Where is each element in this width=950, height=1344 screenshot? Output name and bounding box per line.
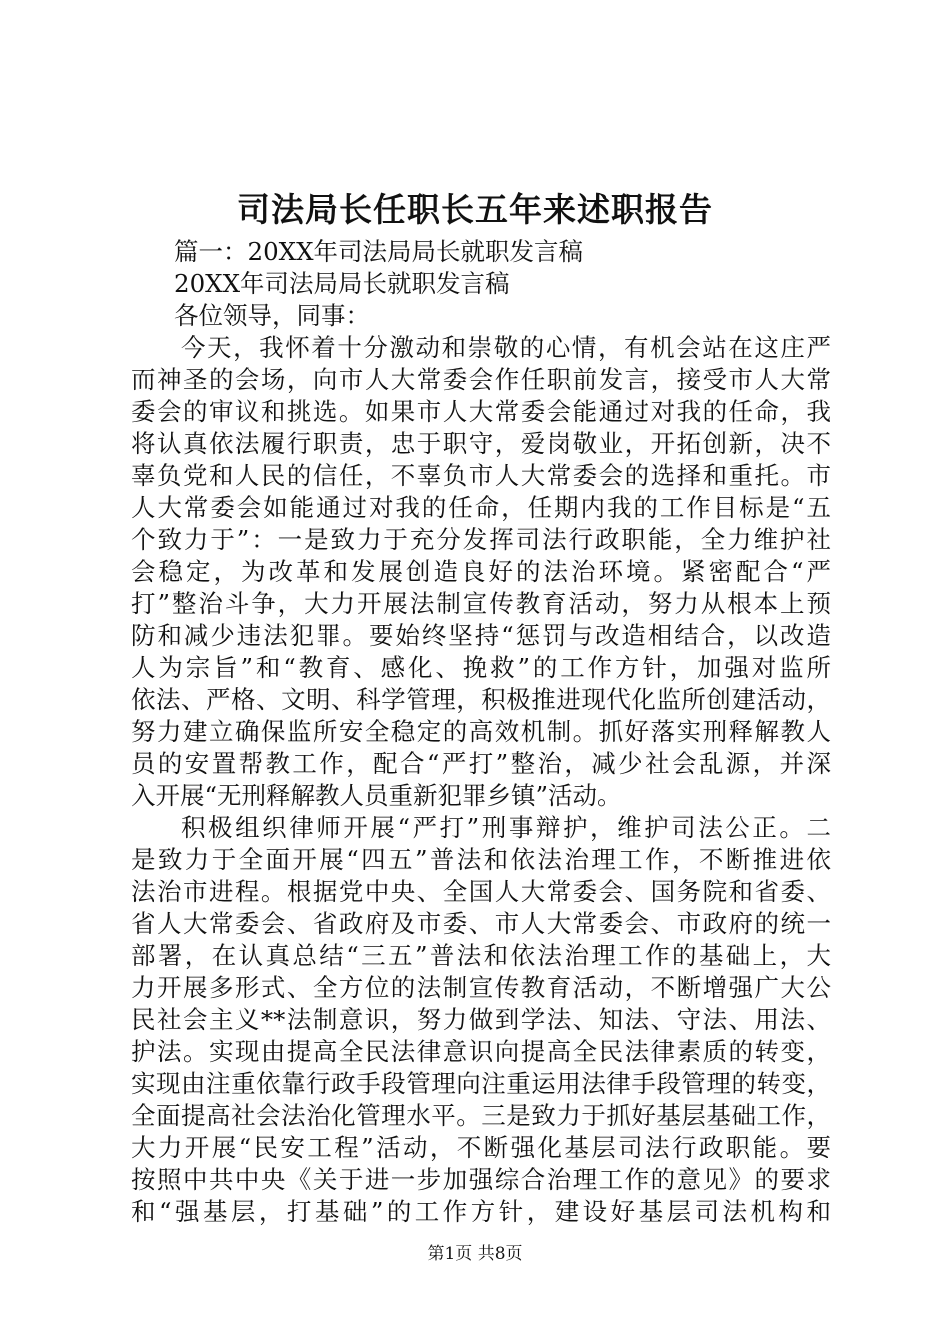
paragraph2-line: 部署，在认真总结“三五”普法和依法治理工作的基础上，大	[131, 941, 831, 970]
paragraph1-line: 防和减少违法犯罪。要始终坚持“惩罚与改造相结合，以改造	[131, 621, 831, 650]
paragraph1-line: 将认真依法履行职责，忠于职守，爱岗敬业，开拓创新，决不	[131, 429, 831, 458]
paragraph2-line: 力开展多形式、全方位的法制宣传教育活动，不断增强广大公	[131, 973, 831, 1002]
paragraph2-line: 是致力于全面开展“四五”普法和依法治理工作，不断推进依	[131, 845, 831, 874]
paragraph1-line: 辜负党和人民的信任，不辜负市人大常委会的选择和重托。市	[131, 461, 831, 490]
paragraph1-line: 委会的审议和挑选。如果市人大常委会能通过对我的任命，我	[131, 397, 831, 426]
paragraph1-line: 会稳定，为改革和发展创造良好的法治环境。紧密配合“严	[131, 557, 831, 586]
greeting-line: 各位领导，同事：	[174, 301, 370, 330]
paragraph1-line: 人为宗旨”和“教育、感化、挽救”的工作方针，加强对监所	[131, 653, 831, 682]
paragraph2-line: 大力开展“民安工程”活动，不断强化基层司法行政职能。要	[131, 1133, 831, 1162]
paragraph1-line: 而神圣的会场，向市人大常委会作任职前发言，接受市人大常	[131, 365, 831, 394]
paragraph2-line: 护法。实现由提高全民法律意识向提高全民法律素质的转变，	[131, 1037, 831, 1066]
paragraph1-line: 依法、严格、文明、科学管理，积极推进现代化监所创建活动，	[131, 685, 831, 714]
paragraph2-line: 全面提高社会法治化管理水平。三是致力于抓好基层基础工作，	[131, 1101, 831, 1130]
paragraph1-line: 入开展“无刑释解教人员重新犯罪乡镇”活动。	[131, 781, 622, 810]
paragraph2-line: 实现由注重依靠行政手段管理向注重运用法律手段管理的转变，	[131, 1069, 831, 1098]
paragraph2-line: 积极组织律师开展“严打”刑事辩护，维护司法公正。二	[181, 813, 831, 842]
document-title: 司法局长任职长五年来述职报告	[237, 190, 713, 229]
paragraph1-line: 人大常委会如能通过对我的任命，任期内我的工作目标是“五	[131, 493, 831, 522]
paragraph1-line: 员的安置帮教工作，配合“严打”整治，减少社会乱源，并深	[131, 749, 831, 778]
paragraph2-line: 省人大常委会、省政府及市委、市人大常委会、市政府的统一	[131, 909, 831, 938]
heading-line-2: 20XX年司法局局长就职发言稿	[174, 269, 510, 298]
heading-line-1: 篇一：20XX年司法局局长就职发言稿	[174, 237, 584, 266]
paragraph2-line: 民社会主义**法制意识，努力做到学法、知法、守法、用法、	[131, 1005, 831, 1034]
paragraph1-line: 今天，我怀着十分激动和崇敬的心情，有机会站在这庄严	[181, 333, 831, 362]
paragraph1-line: 打”整治斗争，大力开展法制宣传教育活动，努力从根本上预	[131, 589, 831, 618]
page-footer: 第1页 共8页	[427, 1244, 523, 1264]
paragraph1-line: 努力建立确保监所安全稳定的高效机制。抓好落实刑释解教人	[131, 717, 831, 746]
paragraph1-line: 个致力于”：一是致力于充分发挥司法行政职能，全力维护社	[131, 525, 831, 554]
paragraph2-line: 按照中共中央《关于进一步加强综合治理工作的意见》的要求	[131, 1165, 831, 1194]
paragraph2-line: 和“强基层，打基础”的工作方针，建设好基层司法机构和	[131, 1197, 831, 1226]
paragraph2-line: 法治市进程。根据党中央、全国人大常委会、国务院和省委、	[131, 877, 831, 906]
